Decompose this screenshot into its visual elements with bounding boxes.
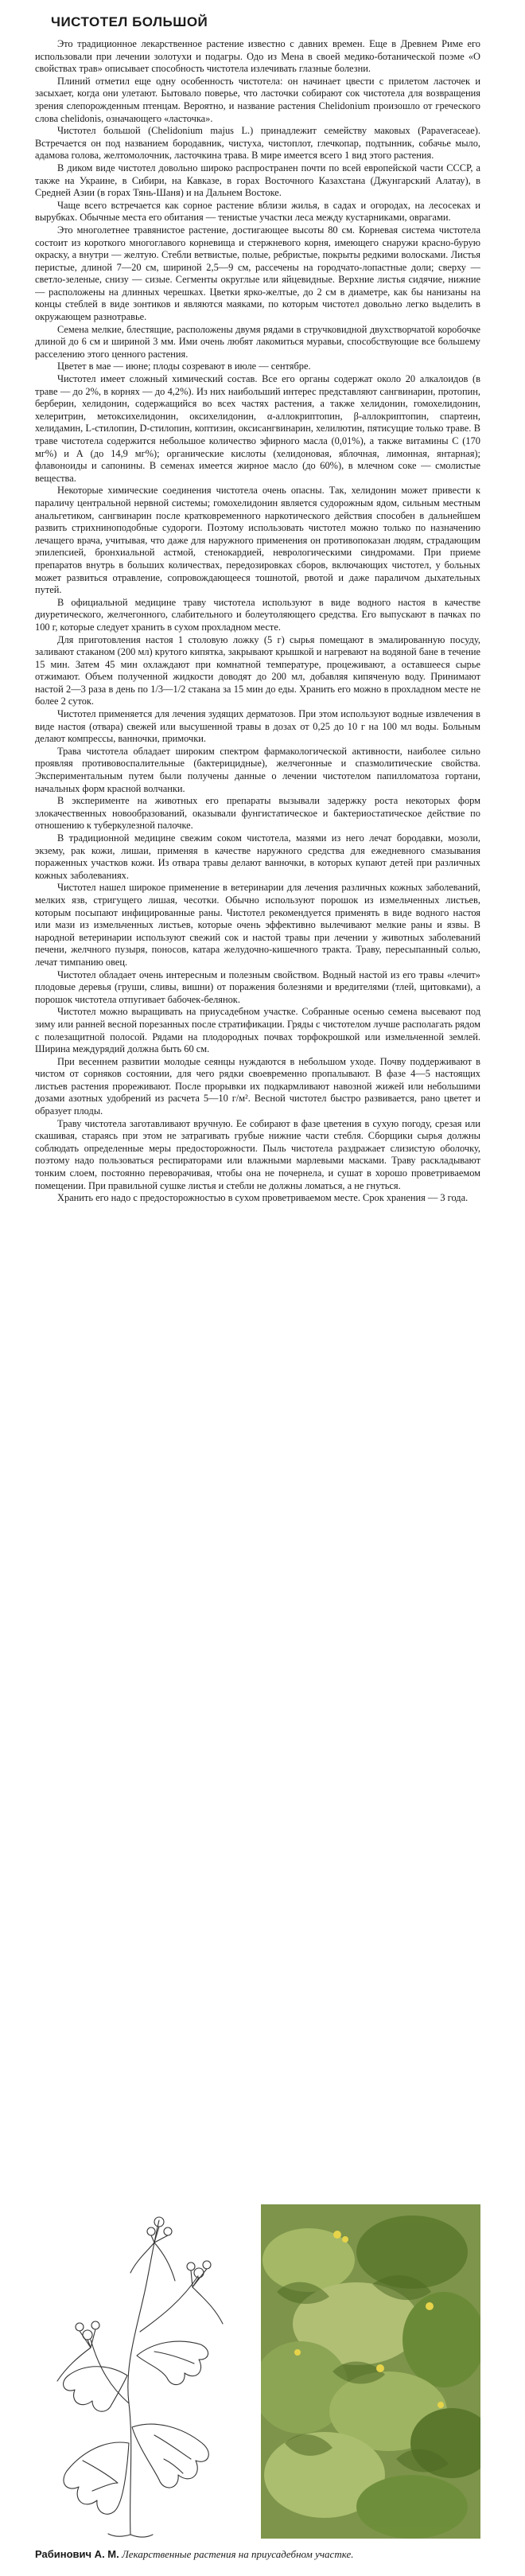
article-paragraph: Некоторые химические соединения чистотела очень опасны. Так, хелидонин может привести к параличу центральной нервной системы; гомохелидонин является судорожным ядом, сильным местным анальгетиком, сангвинарин после кратковременного наркотического действия способен в дальнейшем развить стрихниноподобные судороги. Поэтому использовать чистотел можно только по назначению лечащего врача, учитывая, что даже для наружного применения он противопоказан людям, страдающим эпилепсией, бронхиальной астмой, стенокардией, неврологическими синдромами. При приеме препаратов внутрь в больших количествах, передозировках сборов, включающих чистотел, у больных может развиться отравление, сопровождающееся тошнотой, рвотой и даже параличом дыхательных путей. — [35, 485, 480, 596]
article-paragraph: Чистотел большой (Chelidonium majus L.) принадлежит семейству маковых (Papaveraceae). Встречается он под названием бородавник, чистуха, чистоплот, глечкопар, подтынник, собачье мыло, адамова голова, желтомолочник, ласточкина трава. В мире имеется всего 1 вид этого растения. — [35, 125, 480, 162]
article-paragraph: Чистотел применяется для лечения зудящих дерматозов. При этом используют водные извлечения в виде настоя (отвара) свежей или высушенной травы в дозах от 0,25 до 10 г на 100 мл воды. Больным делают компрессы, ванночки, примочки. — [35, 708, 480, 745]
article-paragraph: Чистотел обладает очень интересным и полезным свойством. Водный настой из его травы «лечит» плодовые деревья (груши, сливы, вишни) от поражения болезнями и вредителями (тлей, щитовками), а порошок чистотела отпугивает бабочек-белянок. — [35, 968, 480, 1005]
article-paragraph: В эксперименте на животных его препараты вызывали задержку роста некоторых форм злокачественных новообразований, оказывали фунгистатическое и бактериостатическое действие по отношению к туберкулезной палочке. — [35, 795, 480, 832]
illustrations — [35, 2204, 480, 2539]
caption-author: Рабинович А. М. — [35, 2548, 119, 2560]
celandine-photo-icon — [261, 2204, 480, 2539]
article-paragraph: В традиционной медицине свежим соком чистотела, мазями из него лечат бородавки, мозоли, экзему, рак кожи, лишаи, применяя в качестве наружного средства для ежедневного смазывания пораженных участков кожи. Из отвара травы делают ванночки, в которых купают детей при различных кожных заболеваниях. — [35, 832, 480, 881]
article-body — [35, 38, 480, 1205]
article-title: ЧИСТОТЕЛ БОЛЬШОЙ — [51, 14, 208, 29]
article-paragraph: Чистотел имеет сложный химический состав. Все его органы содержат около 20 алкалоидов (в траве — до 2%, в корнях — до 4,2%). Из них наибольший интерес представляют сангвинарин, протопин, берберин, хелидонин, содержащийся во всех частях растения, а также хелидонин, гомохелидонин, хелеритрин, метоксихелидонин, оксихелидонин, α-аллокриптопин, β-аллокриптопин, спартеин, хелидамин, L-стилопин, D-стилопин, коптизин, оксисангвинарин, хелилютин, пятисущие только траве. В траве чистотела содержится небольшое количество эфирного масла (0,01%), а также витамины С (170 мг%) и А (до 14,9 мг%); органические кислоты (хелидоновая, яблочная, лимонная, янтарная); флавоноиды и сапонины. В семенах имеется жирное масло (до 60%), в млечном соке — смолистые вещества. — [35, 373, 480, 484]
article-paragraph: При весеннем развитии молодые сеянцы нуждаются в небольшом уходе. Почву поддерживают в чистом от сорняков состоянии, для чего рядки своевременно пропалывают. В фазе 4—5 настоящих листьев растения прореживают. После прорывки их подкармливают навозной жижей или небольшими дозами азотных удобрений из расчета 5—10 г/м². Весной чистотел быстро развивается, рано цветет и образует плоды. — [35, 1055, 480, 1117]
article-paragraph: В диком виде чистотел довольно широко распространен почти по всей европейской части СССР, а также на Украине, в Сибири, на Кавказе, в горах Восточного Казахстана (Джунгарский Алатау), в Средней Азии (в горах Тянь-Шаня) и на Дальнем Востоке. — [35, 162, 480, 199]
article-paragraph: Чаще всего встречается как сорное растение вблизи жилья, в садах и огородах, на лесосеках и вырубках. Обычные места его обитания — тенистые участки леса между кустарниками, оврагами. — [35, 199, 480, 224]
botanical-drawing — [35, 2204, 251, 2539]
article-paragraph: Это традиционное лекарственное растение известно с давних времен. Еще в Древнем Риме его использовали при лечении золотухи и подагры. Одо из Мена в своей медико-ботанической поэме «О свойствах трав» описывает способность чистотела излечивать глазные болезни. — [35, 38, 480, 75]
article-paragraph: Трава чистотела обладает широким спектром фармакологической активности, наиболее сильно проявляя противовоспалительные (бактерицидные), желчегонные и спазмолитические свойства. Экспериментальным путем были получены данные о лечении чистотелом папилломатоза гортани, начальных форм красной волчанки. — [35, 745, 480, 794]
article-paragraph: Чистотел можно выращивать на приусадебном участке. Собранные осенью семена высевают под зиму или ранней весной порезанных после стратификации. Гряды с чистотелом лучше располагать рядом с полезащитной полосой. Рядами на плодородных почвах торфокрошкой или измельченной землей. Ширина междурядий должна быть 60 см. — [35, 1006, 480, 1055]
article-paragraph: Для приготовления настоя 1 столовую ложку (5 г) сырья помещают в эмалированную посуду, заливают стаканом (200 мл) крутого кипятка, закрывают крышкой и нагревают на водяной бане в течение 15 мин. Затем 45 мин охлаждают при комнатной температуре, процеживают, а оставшееся сырье отжимают. Объем полученной жидкости доводят до 200 мл, добавляя кипяченую воду. Принимают настой 2—3 раза в день по 1/3—1/2 стакана за 15 мин до еды. Хранить его можно в прохладном месте не более 2 суток. — [35, 633, 480, 707]
caption-source: Лекарственные растения на приусадебном участке. — [122, 2548, 354, 2560]
article — [35, 10, 480, 2190]
plant-photo — [261, 2204, 480, 2539]
article-paragraph: Хранить его надо с предосторожностью в сухом проветриваемом месте. Срок хранения — 3 года. — [57, 1192, 469, 1204]
article-paragraph: Чистотел нашел широкое применение в ветеринарии для лечения различных кожных заболеваний, мелких язв, стригущего лишая, чесотки. Обычно используют порошок из измельченных листьев, которым посыпают инфицированные раны. Чистотел рекомендуется применять в виде водного настоя или мази из измельченных листьев, которые очень эффективно вылечивают мелкие раны и язвы. В народной ветеринарии используют свежий сок и настой травы при лечении у животных заболеваний печени, желчного пузыря, поносов, катара желудочно-кишечного тракта. Траву, пересыпанный солью, лечат тимпанию овец. — [35, 882, 480, 968]
article-paragraph: Семена мелкие, блестящие, расположены двумя рядами в стручковидной двухстворчатой коробочке длиной до 6 см и шириной 3 мм. Ими очень любят лакомиться муравьи, способствующие все большему расселению этого ценного растения. — [35, 323, 480, 360]
article-paragraph: В официальной медицине траву чистотела используют в виде водного настоя в качестве диуретического, желчегонного, слабительного и болеутоляющего средства. Его выпускают в пачках по 100 г, которые следует хранить в сухом прохладном месте. — [35, 596, 480, 633]
source-caption — [35, 2548, 488, 2561]
article-paragraph: Это многолетнее травянистое растение, достигающее высоты 80 см. Корневая система чистотела состоит из короткого многоглавого корневища и стержневого корня, имеющего снаружи красно-бурую окраску, а внутри — желтую. Стебли ветвистые, полые, ребристые, покрыты редкими волосками. Листья перистые, длиной 7—20 см, шириной 2,5—9 см, рассечены на городчато-лопастные доли; сверху — светло-зеленые, снизу — сизые. Сегменты округлые или яйцевидные. Верхние листья сидячие, нижние — расположены на длинных черешках. Цветки ярко-желтые, до 2 см в диаметре, как бы нанизаны на концы стеблей в виде зонтиков и являются маяками, по которым чистотел довольно легко выделить в окружающем разнотравье. — [35, 224, 480, 323]
celandine-drawing-icon — [35, 2204, 251, 2539]
article-paragraph: Плиний отметил еще одну особенность чистотела: он начинает цвести с прилетом ласточек и засыхает, когда они улетают. Бытовало поверье, что ласточки собирают сок чистотела для возвращения зрения слепорожденным птенцам. Вероятно, и название растения Chelidonium произошло от греческого слова chelidonis, означающего «ласточка». — [35, 75, 480, 124]
article-paragraph: Траву чистотела заготавливают вручную. Ее собирают в фазе цветения в сухую погоду, срезая или скашивая, стараясь при этом не затрагивать грубые нижние части стебля. Сборщики сырья должны соблюдать определенные меры предосторожности. Пыль чистотела раздражает слизистую оболочку, поэтому надо пользоваться респираторами или влажными марлевыми масками. Траву раскладывают тонким слоем, постоянно переворачивая, чтобы она не почернела, и сушат в хорошо проветриваемом помещении. При правильной сушке листья и стебли не должны ломаться, а не гнуться. — [35, 1117, 480, 1191]
article-paragraph: Цветет в мае — июне; плоды созревают в июле — сентябре. — [57, 360, 311, 372]
